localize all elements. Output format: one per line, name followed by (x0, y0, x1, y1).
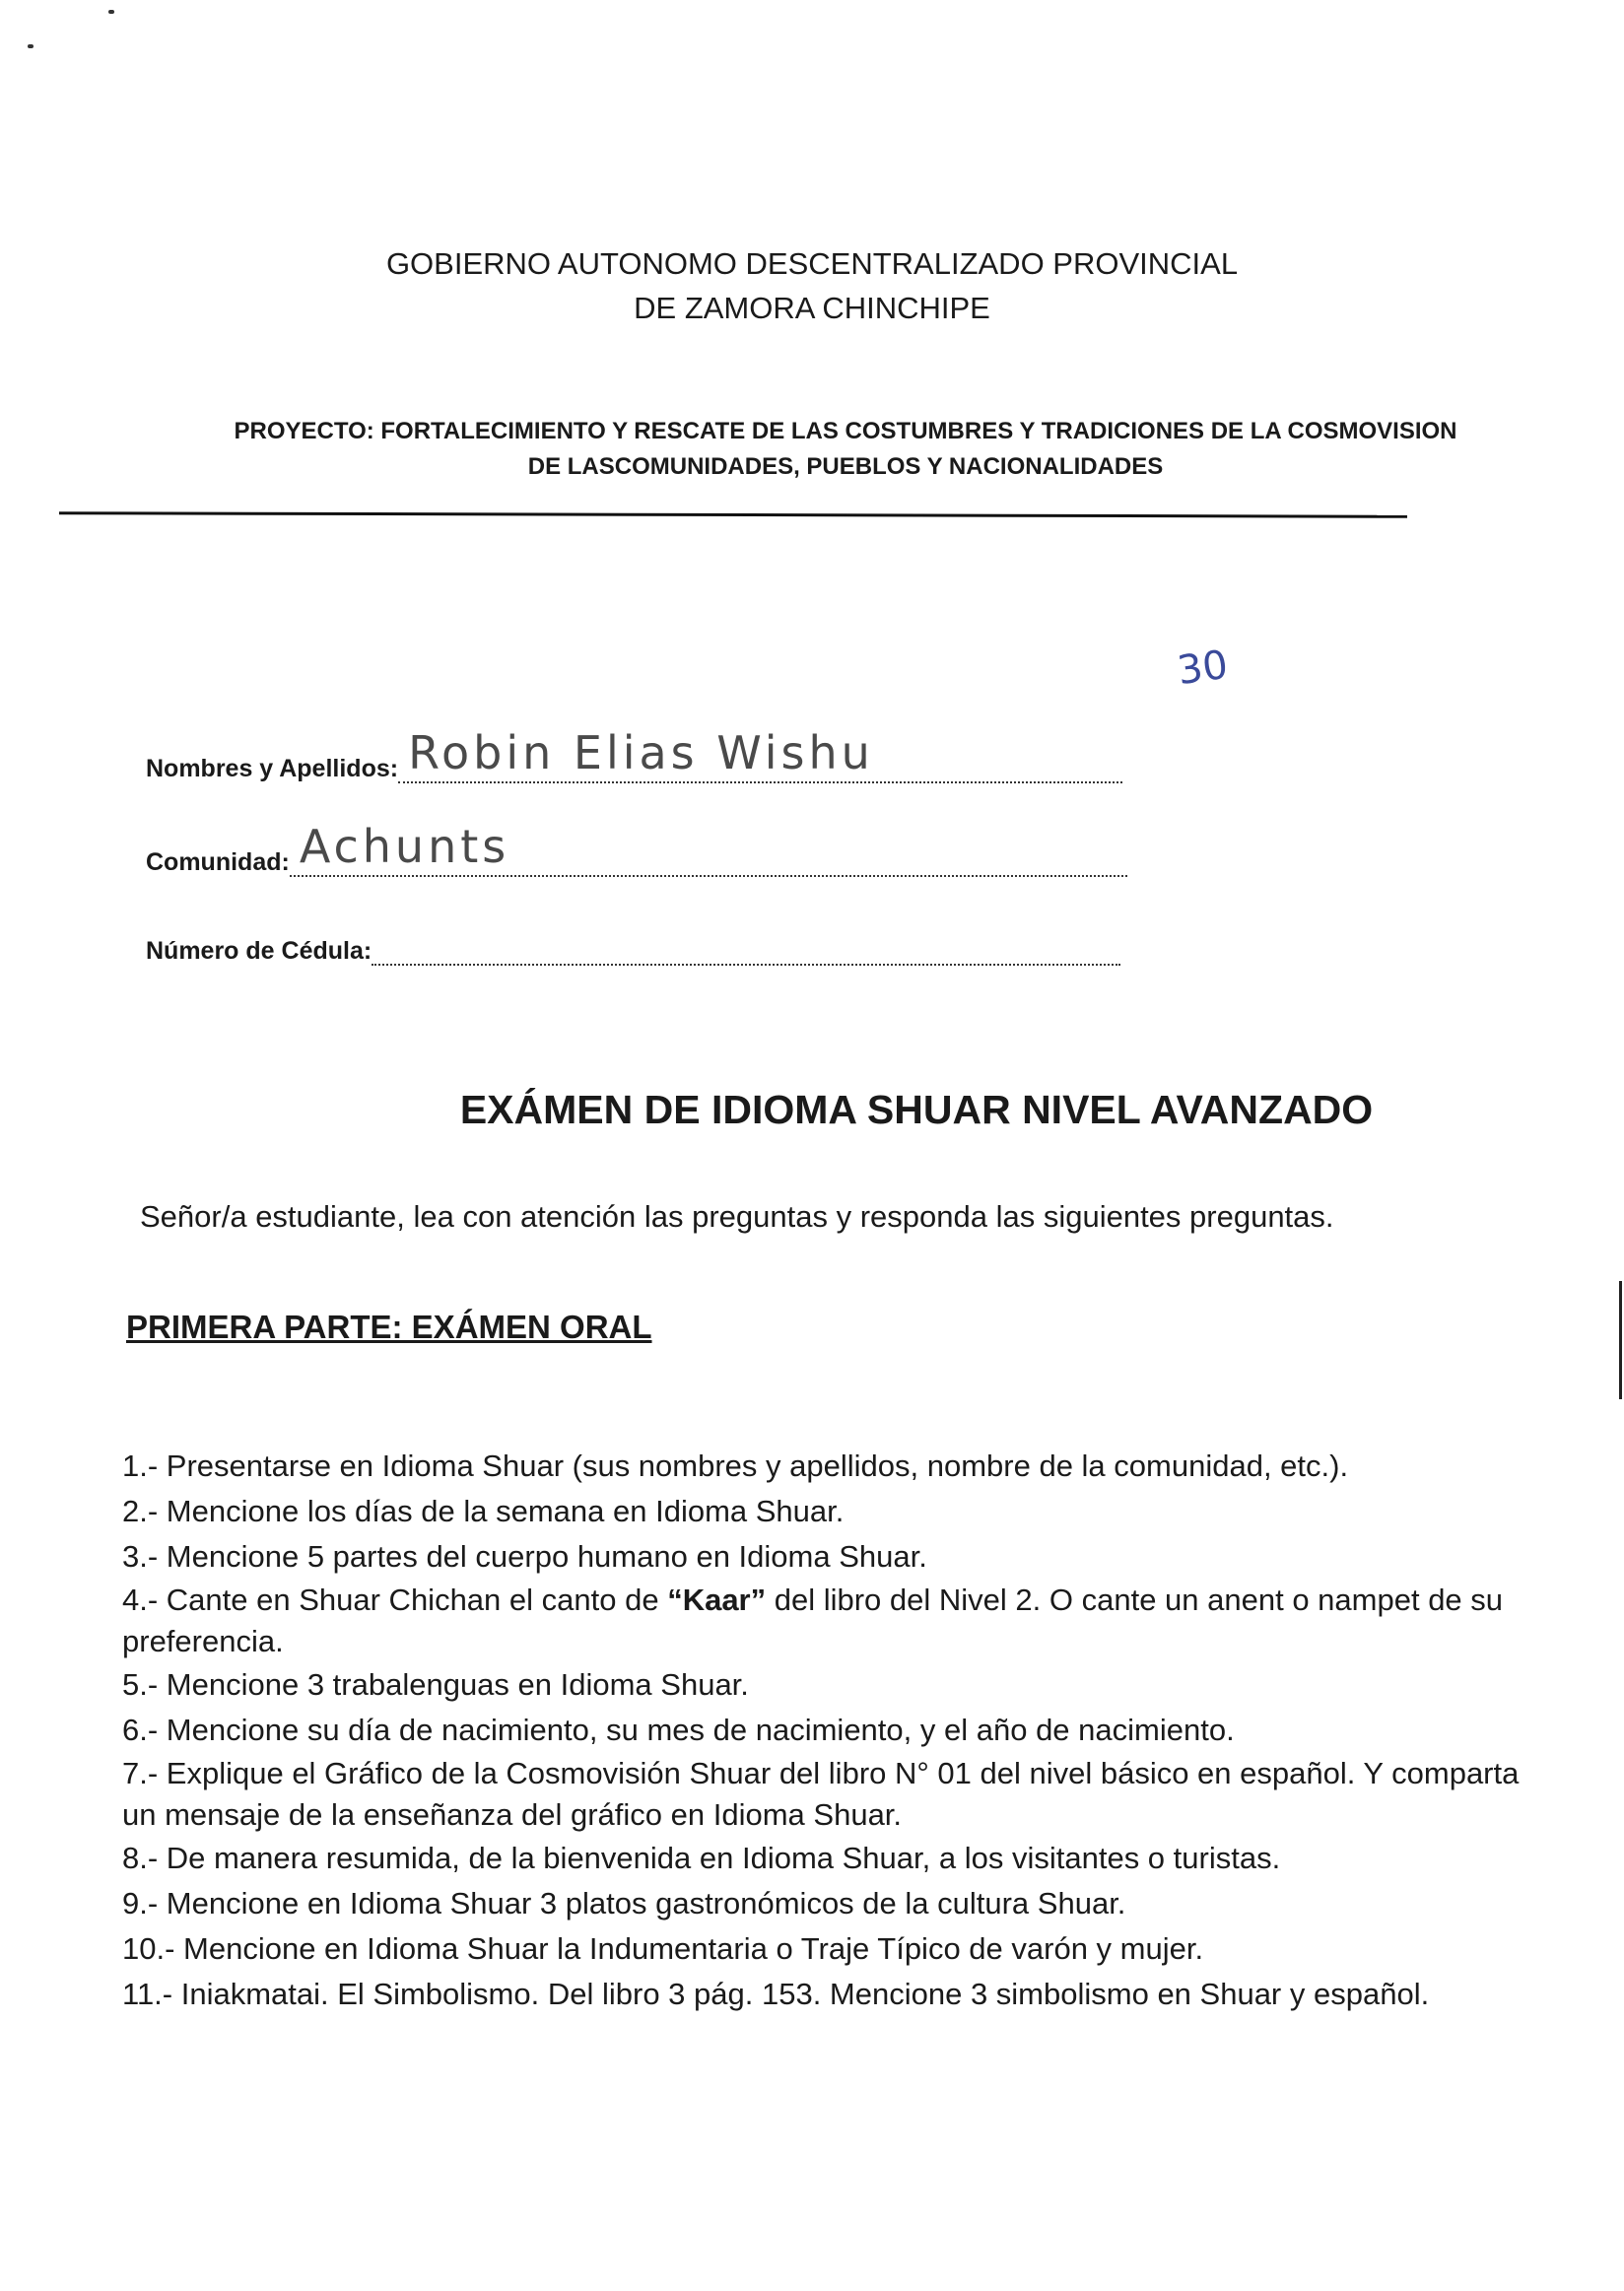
scan-speck (108, 10, 114, 14)
community-handwritten-value: Achunts (299, 820, 510, 873)
question-item: 3.- Mencione 5 partes del cuerpo humano en Idioma Shuar. (122, 1539, 927, 1574)
community-line[interactable] (290, 820, 1127, 877)
project-header (0, 414, 1624, 485)
exam-instructions: Señor/a estudiante, lea con atención las preguntas y responda las siguientes preguntas. (140, 1199, 1334, 1234)
community-field (146, 820, 1127, 877)
section-heading: PRIMERA PARTE: EXÁMEN ORAL (126, 1309, 652, 1345)
scan-edge-mark (1619, 1281, 1622, 1399)
id-label: Número de Cédula: (146, 937, 372, 965)
question-item (122, 1580, 1561, 1662)
project-line-1: PROYECTO: FORTALECIMIENTO Y RESCATE DE LAS COSTUMBRES Y TRADICIONES DE LA COSMOVISION (234, 418, 1457, 444)
question-item: 5.- Mencione 3 trabalenguas en Idioma Shuar. (122, 1667, 749, 1702)
question-4-start: 4.- Cante en Shuar Chichan el canto de (122, 1583, 668, 1617)
institution-header (0, 241, 1624, 330)
name-handwritten-value: Robin Elias Wishu (408, 726, 874, 779)
id-line[interactable] (372, 926, 1120, 966)
name-label: Nombres y Apellidos: (146, 755, 399, 782)
question-list (122, 1444, 1561, 2017)
community-label: Comunidad: (146, 848, 290, 876)
project-line-2: DE LASCOMUNIDADES, PUEBLOS Y NACIONALIDADES (527, 453, 1164, 480)
question-item: 2.- Mencione los días de la semana en Idioma Shuar. (122, 1494, 845, 1528)
name-line[interactable] (398, 726, 1122, 783)
question-4-end: del libro del Nivel 2. O cante un anent o nampet de su preferencia. (122, 1583, 1504, 1658)
question-item: 8.- De manera resumida, de la bienvenida en Idioma Shuar, a los visitantes o turistas. (122, 1841, 1281, 1875)
scan-speck (28, 44, 34, 48)
header-divider (59, 511, 1407, 518)
question-item: 6.- Mencione su día de nacimiento, su mes de nacimiento, y el año de nacimiento. (122, 1713, 1235, 1747)
question-item: 7.- Explique el Gráfico de la Cosmovisión Shuar del libro N° 01 del nivel básico en español. Y comparta un mensaje de la enseñanza del gráfico en Idioma Shuar. (122, 1756, 1520, 1832)
exam-title: EXÁMEN DE IDIOMA SHUAR NIVEL AVANZADO (459, 1087, 1374, 1132)
id-field (146, 926, 1120, 966)
institution-line-1: GOBIERNO AUTONOMO DESCENTRALIZADO PROVINCIAL (385, 246, 1239, 281)
question-item: 9.- Mencione en Idioma Shuar 3 platos gastronómicos de la cultura Shuar. (122, 1886, 1126, 1920)
handwritten-score: 30 (1175, 641, 1231, 695)
question-item: 10.- Mencione en Idioma Shuar la Indumentaria o Traje Típico de varón y mujer. (122, 1931, 1204, 1966)
question-item: 11.- Iniakmatai. El Simbolismo. Del libro 3 pág. 153. Mencione 3 simbolismo en Shuar y español. (122, 1977, 1430, 2011)
question-item: 1.- Presentarse en Idioma Shuar (sus nombres y apellidos, nombre de la comunidad, etc.). (122, 1449, 1349, 1483)
question-4-song: “Kaar” (667, 1583, 767, 1617)
institution-line-2: DE ZAMORA CHINCHIPE (634, 291, 990, 325)
name-field (146, 726, 1122, 783)
